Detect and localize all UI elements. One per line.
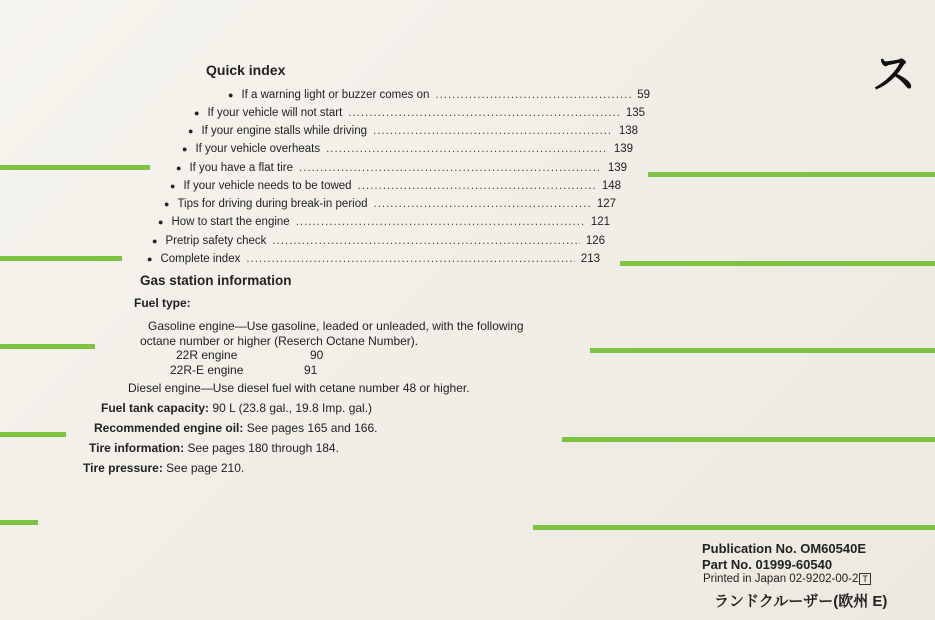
bullet-icon: ●	[194, 108, 200, 118]
tire-info-label: Tire information:	[89, 441, 185, 455]
quick-index-page: 139	[613, 143, 633, 155]
quick-index-title: Quick index	[206, 62, 286, 78]
gasoline-line-2: octane number or higher (Reserch Octane Number).	[140, 334, 419, 348]
green-stripe	[0, 165, 150, 170]
gasoline-line-1: Gasoline engine—Use gasoline, leaded or unleaded, with the following	[148, 319, 524, 333]
printed-box-mark: T	[859, 573, 871, 585]
part-number: Part No. 01999-60540	[702, 557, 833, 572]
leader-dots	[296, 216, 585, 228]
tire-pressure-label: Tire pressure:	[83, 461, 163, 475]
quick-index-item	[170, 178, 621, 194]
quick-index-page: 126	[585, 235, 605, 247]
leader-dots	[373, 125, 613, 137]
engine-oil-label: Recommended engine oil:	[94, 421, 244, 435]
leader-dots	[348, 107, 620, 119]
japanese-model-title: ランドクルーザー(欧州 E)	[714, 593, 888, 610]
quick-index-item	[152, 233, 605, 249]
fuel-type-label: Fuel type:	[134, 296, 191, 310]
fuel-tank-label: Fuel tank capacity:	[101, 401, 210, 415]
quick-index-item	[176, 160, 627, 176]
green-stripe	[648, 172, 935, 177]
quick-index-label: If your vehicle overheats	[195, 143, 321, 155]
leader-dots	[299, 162, 602, 174]
quick-index-label: If you have a flat tire	[189, 162, 293, 174]
bullet-icon: ●	[188, 126, 194, 136]
quick-index-page: 121	[590, 216, 610, 228]
quick-index-item	[228, 87, 650, 103]
tire-pressure-value: See page 210.	[166, 461, 245, 475]
quick-index-page: 127	[596, 198, 616, 210]
printed-line	[703, 573, 871, 585]
quick-index-label: If your vehicle needs to be towed	[183, 180, 352, 192]
green-stripe	[0, 432, 66, 437]
gas-station-title: Gas station information	[140, 273, 292, 288]
green-stripe	[562, 437, 935, 442]
quick-index-page: 139	[607, 162, 627, 174]
bullet-icon: ●	[164, 199, 170, 209]
quick-index-label: Complete index	[160, 253, 241, 265]
leader-dots	[435, 89, 631, 101]
engine-22r-label: 22R engine	[176, 348, 238, 362]
corner-katakana-mark: ス	[872, 50, 916, 99]
quick-index-page: 148	[601, 180, 621, 192]
quick-index-item	[158, 214, 610, 230]
engine-22r-octane: 90	[310, 348, 324, 362]
quick-index-page: 138	[618, 125, 638, 137]
quick-index-label: How to start the engine	[171, 216, 290, 228]
leader-dots	[358, 180, 596, 192]
quick-index-item	[164, 196, 616, 212]
leader-dots	[326, 143, 608, 155]
quick-index-page: 59	[637, 89, 650, 101]
bullet-icon: ●	[176, 163, 182, 173]
quick-index-page: 135	[625, 107, 645, 119]
engine-oil-value: See pages 165 and 166.	[246, 421, 378, 435]
engine-22re-octane: 91	[304, 363, 318, 377]
bullet-icon: ●	[147, 254, 153, 264]
bullet-icon: ●	[170, 181, 176, 191]
quick-index-page: 213	[580, 253, 600, 265]
diesel-line: Diesel engine—Use diesel fuel with cetane number 48 or higher.	[128, 381, 470, 395]
quick-index-item	[182, 141, 633, 157]
fuel-tank-row	[101, 401, 372, 415]
publication-number: Publication No. OM60540E	[702, 541, 866, 556]
leader-dots	[374, 198, 591, 210]
green-stripe	[620, 261, 935, 266]
quick-index-item	[194, 105, 645, 121]
quick-index-item	[147, 251, 600, 267]
green-stripe	[590, 348, 935, 353]
tire-pressure-row	[83, 461, 244, 475]
bullet-icon: ●	[158, 217, 164, 227]
bullet-icon: ●	[182, 144, 188, 154]
green-stripe	[533, 525, 935, 530]
tire-info-row	[89, 441, 339, 455]
quick-index-label: If your vehicle will not start	[207, 107, 343, 119]
green-stripe	[0, 520, 38, 525]
tire-info-value: See pages 180 through 184.	[187, 441, 339, 455]
engine-22re-label: 22R-E engine	[170, 363, 244, 377]
quick-index-label: If your engine stalls while driving	[201, 125, 367, 137]
quick-index-label: Tips for driving during break-in period	[177, 198, 368, 210]
printed-text: Printed in Japan 02-9202-00-2	[703, 573, 859, 585]
green-stripe	[0, 256, 122, 261]
bullet-icon: ●	[152, 236, 158, 246]
green-stripe	[0, 344, 95, 349]
quick-index-item	[188, 123, 638, 139]
fuel-tank-value: 90 L (23.8 gal., 19.8 Imp. gal.)	[212, 401, 373, 415]
quick-index-label: Pretrip safety check	[165, 235, 267, 247]
quick-index-label: If a warning light or buzzer comes on	[241, 89, 430, 101]
leader-dots	[246, 253, 574, 265]
bullet-icon: ●	[228, 90, 234, 100]
engine-oil-row	[94, 421, 377, 435]
leader-dots	[272, 235, 579, 247]
